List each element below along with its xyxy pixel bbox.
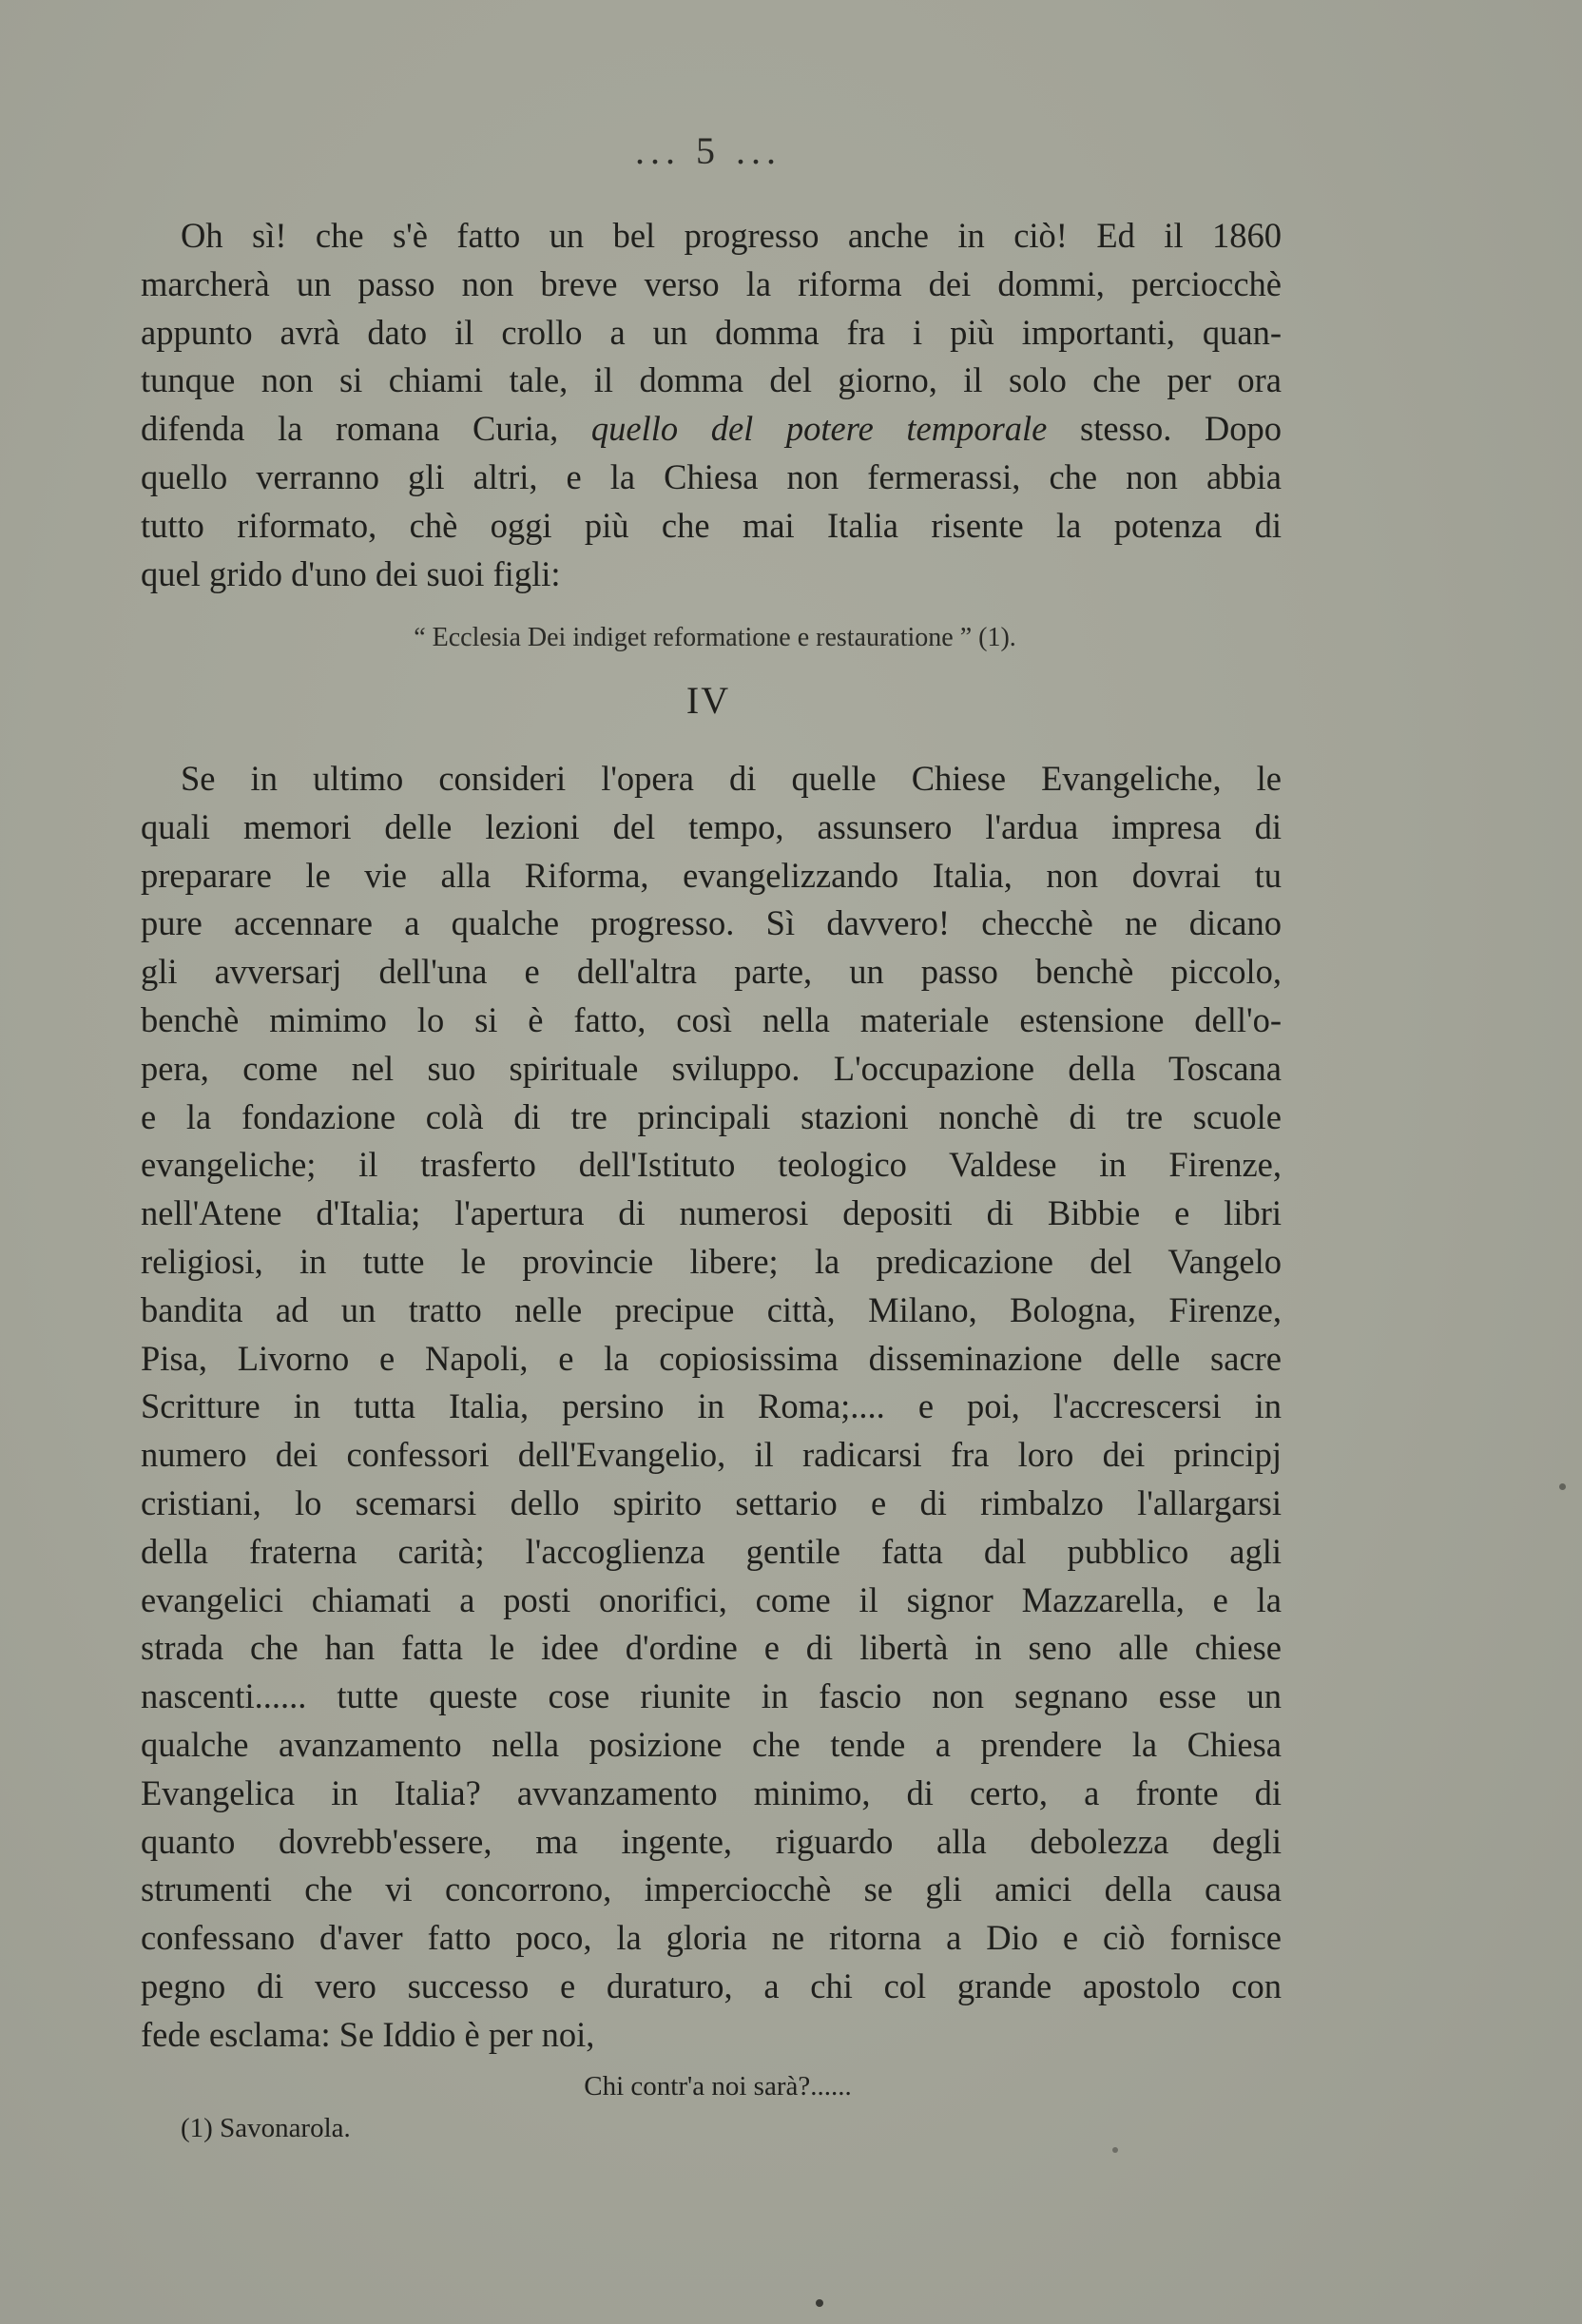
text-line: pure accennare a qualche progresso. Sì davvero! checchè ne dicano: [141, 903, 1282, 943]
text-run: difenda la romana Curia,: [141, 409, 559, 449]
text-line: tutto riformato, chè oggi più che mai Italia risente la potenza di: [141, 505, 1282, 545]
text-line: nascenti...... tutte queste cose riunite in fascio non segnano esse un: [141, 1676, 1282, 1716]
text-line: pegno di vero successo e duraturo, a chi col grande apostolo con: [141, 1966, 1282, 2005]
italic-phrase: quello del potere temporale: [590, 409, 1048, 449]
paper-speck: [816, 2299, 823, 2307]
text-line: qualche avanzamento nella posizione che tende a prendere la Chiesa: [141, 1724, 1282, 1764]
text-line: Evangelica in Italia? avvanzamento minimo, di certo, a fronte di: [141, 1772, 1282, 1812]
text-line: Scritture in tutta Italia, persino in Roma;.... e poi, l'accrescersi in: [141, 1386, 1282, 1426]
text-line: e la fondazione colà di tre principali stazioni nonchè di tre scuole: [141, 1096, 1282, 1136]
text-line: pera, come nel suo spirituale sviluppo. L'occupazione della Toscana: [141, 1048, 1282, 1088]
text-line: confessano d'aver fatto poco, la gloria ne ritorna a Dio e ciò fornisce: [141, 1918, 1282, 1958]
text-line: Pisa, Livorno e Napoli, e la copiosissima disseminazione delle sacre: [141, 1338, 1282, 1378]
text-line: religiosi, in tutte le provincie libere; la predicazione del Vangelo: [141, 1241, 1282, 1281]
section-heading: IV: [685, 679, 731, 722]
text-line: della fraterna carità; l'accoglienza gentile fatta dal pubblico agli: [141, 1531, 1282, 1571]
text-line: numero dei confessori dell'Evangelio, il radicarsi fra loro dei principj: [141, 1435, 1282, 1475]
text-line: strumenti che vi concorrono, imperciocchè se gli amici della causa: [141, 1869, 1282, 1909]
text-line: quello verranno gli altri, e la Chiesa non fermerassi, che non abbia: [141, 456, 1282, 496]
text-line: preparare le vie alla Riforma, evangelizzando Italia, non dovrai tu: [141, 855, 1282, 895]
text-line-with-italic: [141, 405, 1282, 454]
paper-speck: [1559, 1483, 1566, 1490]
paper-speck: [1112, 2147, 1118, 2153]
text-line: quel grido d'uno dei suoi figli:: [141, 553, 561, 593]
text-line: appunto avrà dato il crollo a un domma fra i più importanti, quan-: [141, 312, 1282, 352]
text-line: cristiani, lo scemarsi dello spirito settario e di rimbalzo l'allargarsi: [141, 1482, 1282, 1522]
text-line: marcherà un passo non breve verso la riforma dei dommi, perciocchè: [141, 263, 1282, 303]
text-line: quali memori delle lezioni del tempo, assunsero l'ardua impresa di: [141, 806, 1282, 846]
text-line: Oh sì! che s'è fatto un bel progresso anche in ciò! Ed il 1860: [181, 216, 1282, 255]
text-line: evangelici chiamati a posti onorifici, come il signor Mazzarella, e la: [141, 1579, 1282, 1619]
latin-quote: “ Ecclesia Dei indiget reformatione e restauratione ” (1).: [414, 623, 1016, 652]
text-line: nell'Atene d'Italia; l'apertura di numerosi depositi di Bibbie e libri: [141, 1193, 1282, 1233]
paragraph-2: [141, 755, 1282, 2060]
text-line: evangeliche; il trasferto dell'Istituto teologico Valdese in Firenze,: [141, 1145, 1282, 1185]
text-line: quanto dovrebb'essere, ma ingente, riguardo alla debolezza degli: [141, 1821, 1282, 1861]
closing-line: Chi contr'a noi sarà?......: [584, 2071, 852, 2101]
page-number: ... 5 ...: [635, 129, 781, 172]
text-line: gli avversarj dell'una e dell'altra parte, un passo benchè piccolo,: [141, 952, 1282, 992]
text-line: fede esclama: Se Iddio è per noi,: [141, 2014, 595, 2054]
text-line: benchè mimimo lo si è fatto, così nella materiale estensione dell'o-: [141, 999, 1282, 1039]
paragraph-1: [141, 212, 1282, 598]
text-run: stesso. Dopo: [1079, 409, 1283, 449]
footnote: (1) Savonarola.: [181, 2113, 351, 2143]
text-line: strada che han fatta le idee d'ordine e di libertà in seno alle chiese: [141, 1628, 1282, 1668]
text-line: bandita ad un tratto nelle precipue città, Milano, Bologna, Firenze,: [141, 1289, 1282, 1329]
text-line: tunque non si chiami tale, il domma del giorno, il solo che per ora: [141, 360, 1282, 400]
text-line: Se in ultimo consideri l'opera di quelle Chiese Evangeliche, le: [181, 759, 1282, 798]
